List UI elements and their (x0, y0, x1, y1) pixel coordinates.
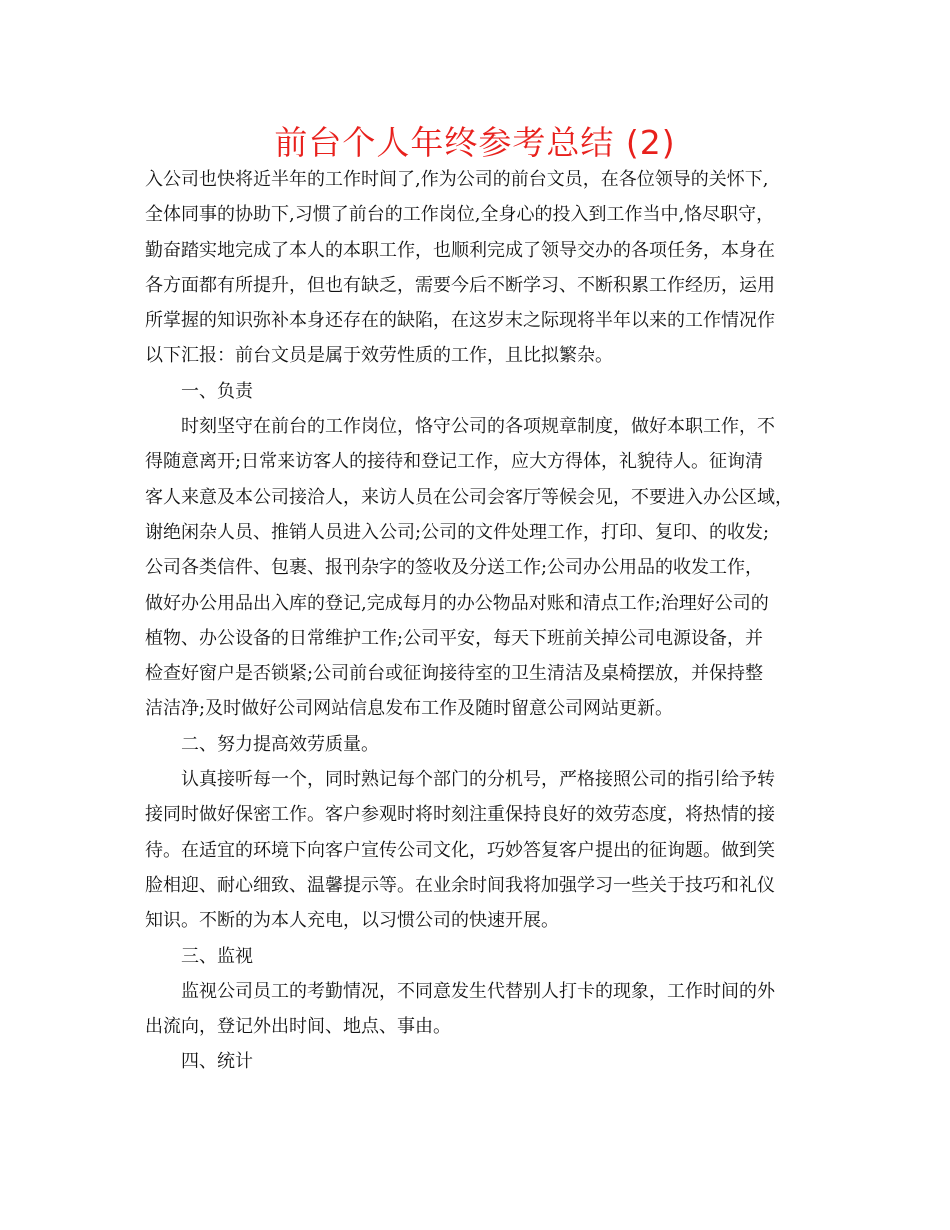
document-body (145, 162, 815, 1080)
body-line: 一、负责 (181, 380, 253, 402)
body-line: 知识。不断的为本人充电，以习惯公司的快速开展。 (145, 910, 559, 932)
body-line: 接同时做好保密工作。客户参观时将时刻注重保持良好的效劳态度，将热情的接 (145, 804, 775, 826)
body-line: 入公司也快将近半年的工作时间了,作为公司的前台文员，在各位领导的关怀下, (145, 169, 769, 190)
body-line: 四、统计 (181, 1051, 253, 1073)
body-line: 洁洁净;及时做好公司网站信息发布工作及随时留意公司网站更新。 (145, 698, 674, 720)
body-line: 全体同事的协助下,习惯了前台的工作岗位,全身心的投入到工作当中,恪尽职守， (145, 204, 775, 226)
body-line: 检查好窗户是否锁紧;公司前台或征询接待室的卫生清洁及桌椅摆放，并保持整 (145, 663, 764, 685)
body-line: 认真接听每一个，同时熟记每个部门的分机号，严格接照公司的指引给予转 (181, 769, 775, 791)
body-line: 公司各类信件、包裹、报刊杂字的签收及分送工作;公司办公用品的收发工作， (145, 557, 764, 579)
body-line: 植物、办公设备的日常维护工作;公司平安，每天下班前关掉公司电源设备，并 (145, 627, 764, 649)
body-line: 所掌握的知识弥补本身还存在的缺陷，在这岁末之际现将半年以来的工作情况作 (145, 310, 775, 332)
body-line: 以下汇报：前台文员是属于效劳性质的工作，且比拟繁杂。 (145, 345, 613, 367)
body-line: 得随意离开;日常来访客人的接待和登记工作，应大方得体，礼貌待人。征询清 (145, 451, 764, 473)
body-line: 勤奋踏实地完成了本人的本职工作，也顺利完成了领导交办的各项任务，本身在 (145, 239, 775, 261)
body-line: 做好办公用品出入库的登记,完成每月的办公物品对账和清点工作;治理好公司的 (145, 592, 769, 614)
body-line: 客人来意及本公司接洽人，来访人员在公司会客厅等候会见，不要进入办公区域， (145, 486, 793, 508)
body-line: 二、努力提高效劳质量。 (181, 733, 379, 755)
body-line: 谢绝闲杂人员、推销人员进入公司;公司的文件处理工作，打印、复印、的收发; (145, 521, 770, 543)
body-line: 监视公司员工的考勤情况，不同意发生代替别人打卡的现象，工作时间的外 (181, 980, 775, 1002)
body-line: 出流向，登记外出时间、地点、事由。 (145, 1016, 451, 1038)
body-line: 待。在适宜的环境下向客户宣传公司文化，巧妙答复客户提出的征询题。做到笑 (145, 839, 775, 861)
body-line: 三、监视 (181, 945, 253, 967)
document-title: 前台个人年终参考总结 (2) (274, 123, 676, 162)
body-line: 时刻坚守在前台的工作岗位，恪守公司的各项规章制度，做好本职工作，不 (181, 416, 775, 438)
body-line: 脸相迎、耐心细致、温馨提示等。在业余时间我将加强学习一些关于技巧和礼仪 (145, 874, 775, 896)
body-line: 各方面都有所提升，但也有缺乏，需要今后不断学习、不断积累工作经历，运用 (145, 274, 775, 296)
